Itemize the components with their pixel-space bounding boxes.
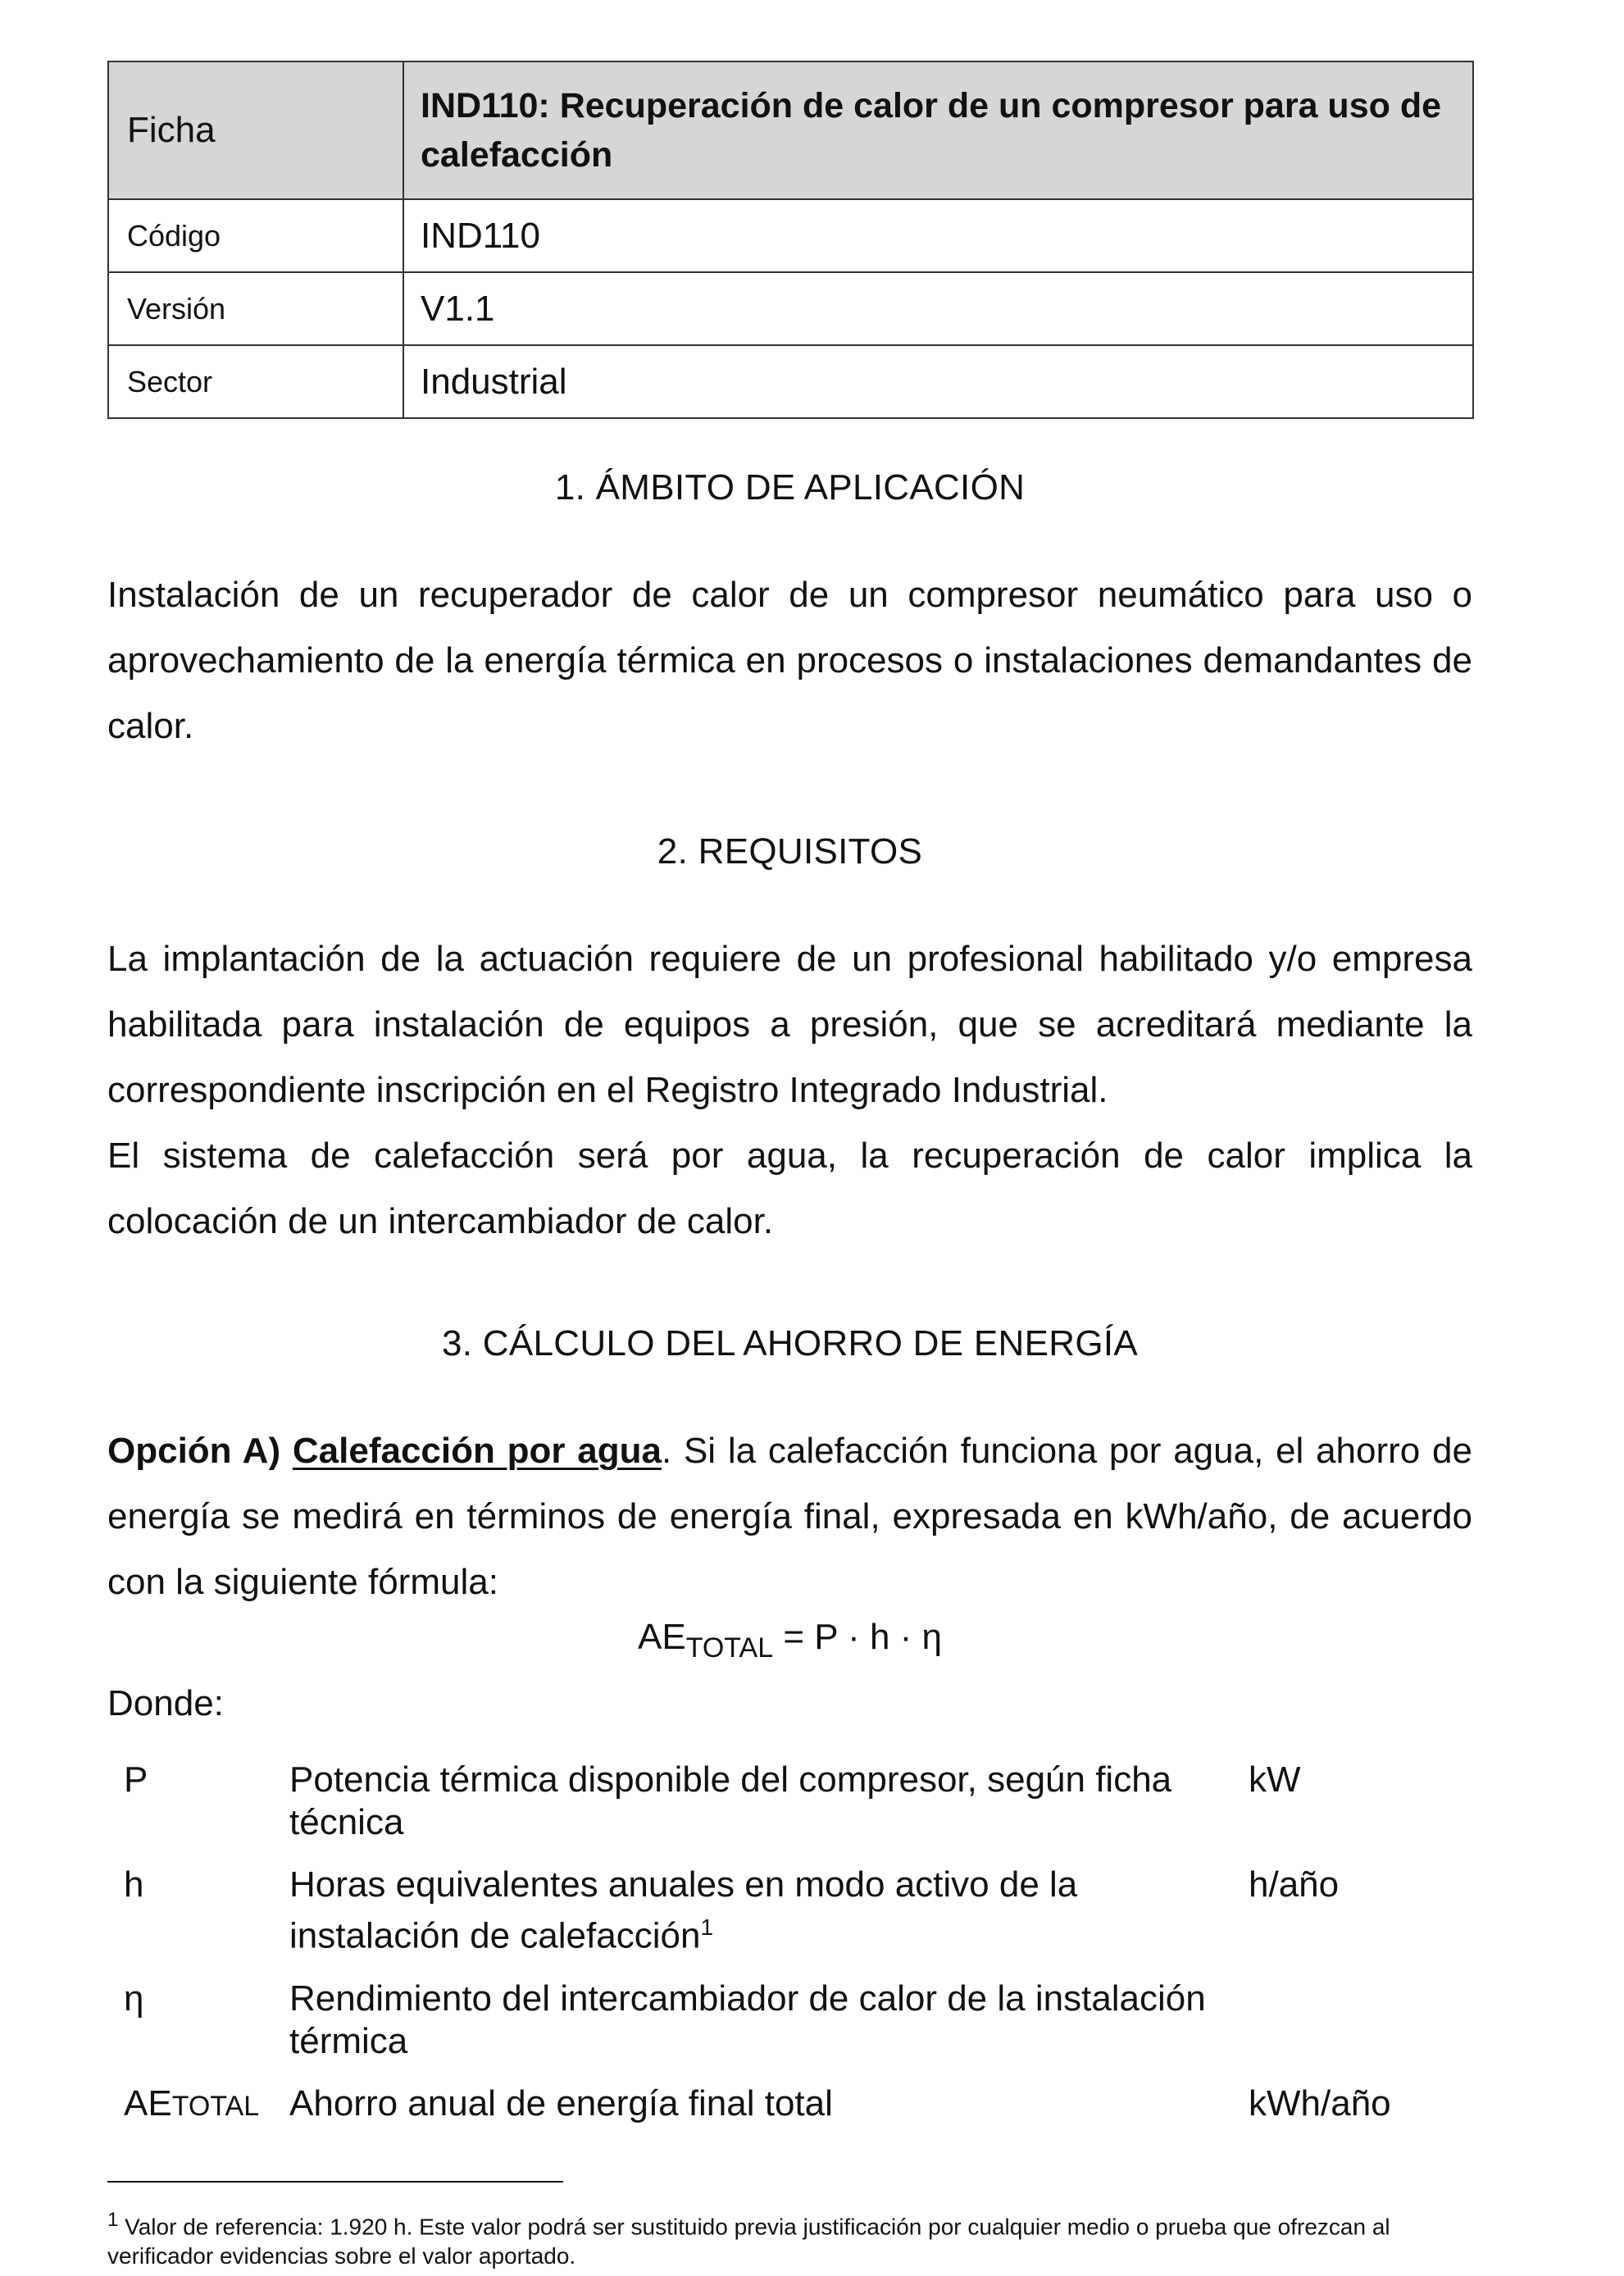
formula-lhs: AE: [638, 1617, 686, 1657]
ficha-row-value: V1.1: [403, 272, 1473, 345]
definition-symbol: h: [124, 1864, 144, 1905]
section-1-paragraph: Instalación de un recuperador de calor de un compresor neumático para uso o aprovechamiento de la energía térmica en procesos o instalaciones demandantes de calor.: [107, 575, 1472, 746]
section-1-text: [107, 562, 1472, 759]
definition-row: [107, 1864, 1472, 1978]
footnote-separator: [107, 2181, 563, 2183]
definition-symbol: P: [124, 1759, 148, 1800]
definition-symbol-cell: [107, 2083, 289, 2147]
footnote: [107, 2205, 1472, 2271]
footnote-reference: 1: [700, 1914, 714, 1940]
definitions-table: [107, 1759, 1472, 2147]
ficha-row-label: Versión: [108, 272, 403, 345]
option-a-text: . Si la calefacción funciona por agua, el ahorro de energía se medirá en términos de energía final, expresada en kWh/año, de acuerdo con la siguiente fórmula:: [107, 1431, 1472, 1602]
definition-description: Rendimiento del intercambiador de calor de la instalación térmica: [289, 1978, 1206, 2061]
ficha-row-value: Industrial: [403, 345, 1473, 418]
ficha-row-label: Código: [108, 199, 403, 272]
ficha-header-row: [108, 61, 1473, 199]
definition-description-cell: [289, 1864, 1249, 1978]
ficha-row-label: Sector: [108, 345, 403, 418]
ficha-header-title: IND110: Recuperación de calor de un compresor para uso de calefacción: [403, 61, 1473, 199]
section-2-heading: 2. REQUISITOS: [657, 831, 923, 872]
section-2-paragraph-2: El sistema de calefacción será por agua, la recuperación de calor implica la colocación de un intercambiador de calor.: [107, 1136, 1472, 1241]
section-1-heading: 1. ÁMBITO DE APLICACIÓN: [554, 467, 1026, 508]
ficha-header-label: Ficha: [108, 61, 403, 199]
section-3-heading: 3. CÁLCULO DEL AHORRO DE ENERGÍA: [441, 1323, 1139, 1363]
ficha-row-value: IND110: [403, 199, 1473, 272]
ficha-table: [107, 61, 1474, 419]
footnote-marker: 1: [107, 2209, 119, 2231]
definition-description: Horas equivalentes anuales en modo activo de la instalación de calefacción: [289, 1864, 1078, 1956]
definition-row: [107, 1759, 1472, 1864]
ficha-row-version: [108, 272, 1473, 345]
definition-unit: h/año: [1249, 1864, 1340, 1905]
definition-description: Ahorro anual de energía final total: [289, 2083, 833, 2124]
option-a-label: Opción A): [107, 1431, 281, 1471]
formula-rhs: = P · h · η: [773, 1617, 942, 1657]
option-a-link: Calefacción por agua: [292, 1431, 662, 1471]
energy-formula: [107, 1617, 1472, 1664]
section-2-paragraph-1: La implantación de la actuación requiere de un profesional habilitado y/o empresa habilitada para instalación de equipos a presión, que se acreditará mediante la correspondiente inscripción en el Registro Integrado Industrial.: [107, 939, 1472, 1110]
definition-unit: [1249, 1978, 1472, 2083]
ficha-row-sector: [108, 345, 1473, 418]
section-2-text: [107, 926, 1472, 1254]
section-3-text: [107, 1418, 1472, 1615]
ficha-row-codigo: [108, 199, 1473, 272]
footnote-text: Valor de referencia: 1.920 h. Este valor podrá ser sustituido previa justificación por cualquier medio o prueba que ofrezcan al verificador evidencias sobre el valor aportado.: [107, 2214, 1390, 2269]
section-3-paragraph: [107, 1418, 1472, 1615]
definition-row: [107, 2083, 1472, 2147]
definition-symbol: η: [124, 1978, 144, 2019]
definition-description: Potencia térmica disponible del compresor, según ficha técnica: [289, 1759, 1172, 1842]
donde-label: Donde:: [107, 1683, 224, 1723]
definition-unit: kW: [1249, 1759, 1301, 1800]
definition-symbol-subscript: TOTAL: [171, 2090, 260, 2122]
definition-unit: kWh/año: [1249, 2083, 1391, 2124]
definition-row: [107, 1978, 1472, 2083]
formula-subscript: TOTAL: [685, 1632, 774, 1664]
definition-symbol: AE: [124, 2083, 172, 2124]
